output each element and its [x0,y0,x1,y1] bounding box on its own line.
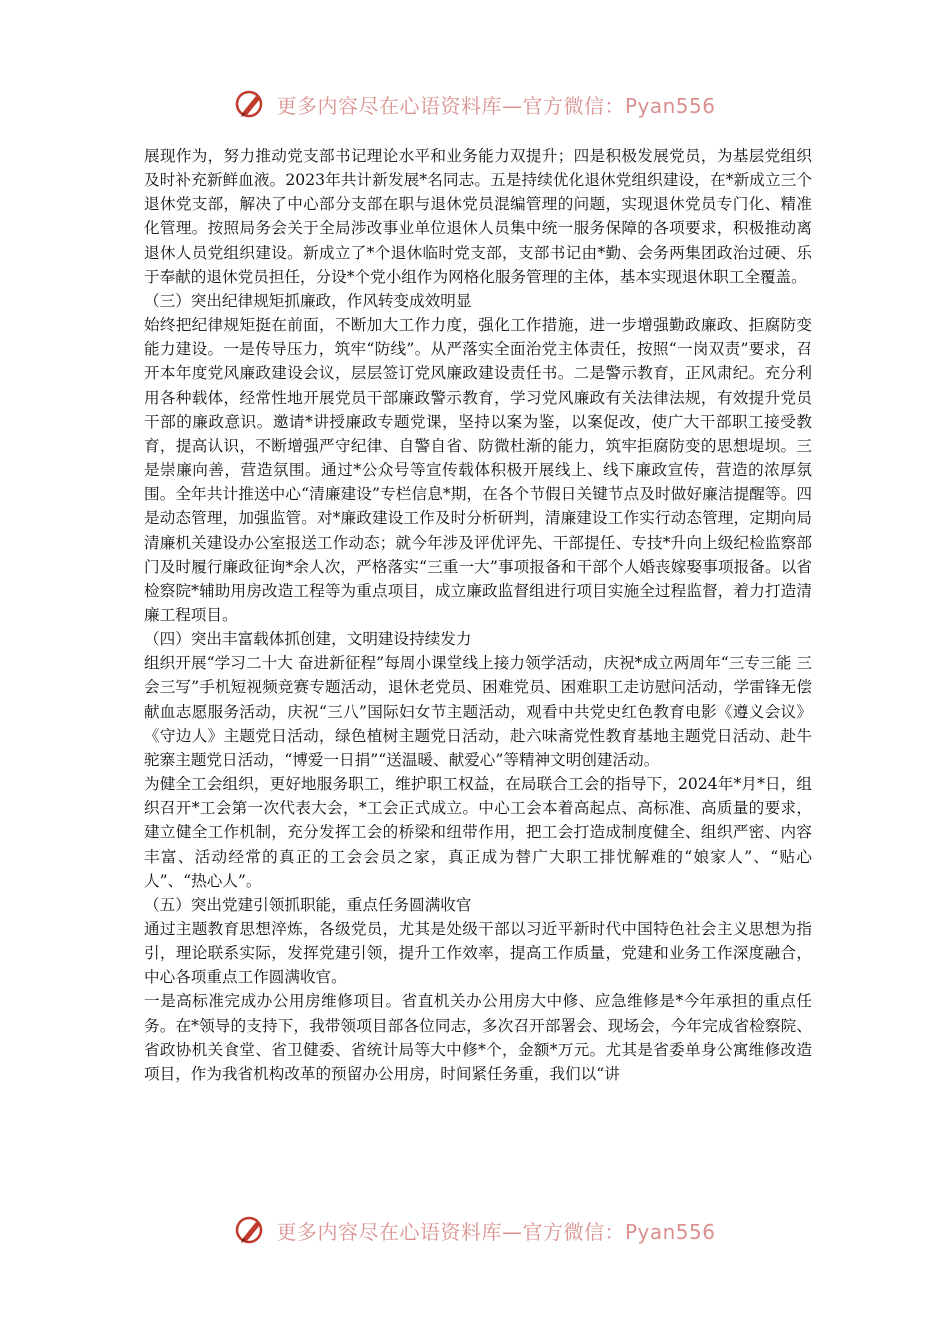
bottom-watermark [0,1212,950,1248]
paragraph-4: 为健全工会组织，更好地服务职工，维护职工权益，在局联合工会的指导下，2024年*月*日，组织召开*工会第一次代表大会，*工会正式成立。中心工会本着高起点、高标准、高质量的要求，建立健全工作机制，充分发挥工会的桥梁和纽带作用，把工会打造成制度健全、组织严密、内容丰富、活动经常的真正的工会会员之家，真正成为替广大职工排忧解难的“娘家人”、“贴心人”、“热心人”。 [144,775,812,890]
paragraph-5: 通过主题教育思想淬炼，各级党员，尤其是处级干部以习近平新时代中国特色社会主义思想为指引，理论联系实际，发挥党建引领，提升工作效率，提高工作质量，党建和业务工作深度融合，中心各项重点工作圆满收官。 [144,920,812,987]
paragraph-3: 组织开展“学习二十大 奋进新征程”每周小课堂线上接力领学活动，庆祝*成立两周年“三专三能 三会三写”手机短视频竞赛专题活动，退休老党员、困难党员、困难职工走访慰问活动，学雷锋无偿献血志愿服务活动，庆祝“三八”国际妇女节主题活动，观看中共党史红色教育电影《遵义会议》《守边人》主题党日活动，绿色植树主题党日活动，赴六味斋党性教育基地主题党日活动、赴牛驼寨主题党日活动，“博爱一日捐”“送温暖、献爱心”等精神文明创建活动。 [144,654,812,769]
top-watermark-text: 更多内容尽在心语资料库—官方微信：Pyan556 [276,93,716,118]
paragraph-1: 展现作为，努力推动党支部书记理论水平和业务能力双提升；四是积极发展党员，为基层党组织及时补充新鲜血液。2023年共计新发展*名同志。五是持续优化退休党组织建设，在*新成立三个退休党支部，解决了中心部分支部在职与退休党员混编管理的问题，实现退休党员专门化、精准化管理。按照局务会关于全局涉改事业单位退休人员集中统一服务保障的各项要求，积极推动离退休人员党组织建设。新成立了*个退休临时党支部，支部书记由*勤、会务两集团政治过硬、乐于奉献的退休党员担任，分设*个党小组作为网格化服务管理的主体，基本实现退休职工全覆盖。 [144,147,812,286]
section-heading-4: （四）突出丰富载体抓创建，文明建设持续发力 [144,630,472,649]
bottom-watermark-text: 更多内容尽在心语资料库—官方微信：Pyan556 [276,1219,716,1244]
document-body [144,144,812,1086]
pen-logo-icon [234,1213,268,1247]
pen-logo-icon [234,87,268,121]
paragraph-6: 一是高标准完成办公用房维修项目。省直机关办公用房大中修、应急维修是*今年承担的重点任务。在*领导的支持下，我带领项目部各位同志，多次召开部署会、现场会，今年完成省检察院、省政协机关食堂、省卫健委、省统计局等大中修*个，金额*万元。尤其是省委单身公寓维修改造项目，作为我省机构改革的预留办公用房，时间紧任务重，我们以“讲 [144,992,812,1083]
section-heading-3: （三）突出纪律规矩抓廉政，作风转变成效明显 [144,291,472,310]
section-heading-5: （五）突出党建引领抓职能，重点任务圆满收官 [144,895,472,914]
paragraph-2: 始终把纪律规矩挺在前面，不断加大工作力度，强化工作措施，进一步增强勤政廉政、拒腐防变能力建设。一是传导压力，筑牢“防线”。从严落实全面治党主体责任，按照“一岗双责”要求，召开本年度党风廉政建设会议，层层签订党风廉政建设责任书。二是警示教育，正风肃纪。充分利用各种载体，经常性地开展党员干部廉政警示教育，学习党风廉政有关法律法规，有效提升党员干部的廉政意识。邀请*讲授廉政专题党课，坚持以案为鉴，以案促改，使广大干部职工接受教育，提高认识，不断增强严守纪律、自警自省、防微杜渐的能力，筑牢拒腐防变的思想堤坝。三是崇廉向善，营造氛围。通过*公众号等宣传载体积极开展线上、线下廉政宣传，营造的浓厚氛围。全年共计推送中心“清廉建设”专栏信息*期，在各个节假日关键节点及时做好廉洁提醒等。四是动态管理，加强监管。对*廉政建设工作及时分析研判，清廉建设工作实行动态管理，定期向局清廉机关建设办公室报送工作动态；就今年涉及评优评先、干部提任、专技*升向上级纪检监察部门及时履行廉政征询*余人次，严格落实“三重一大”事项报备和干部个人婚丧嫁娶事项报备。以省检察院*辅助用房改造工程等为重点项目，成立廉政监督组进行项目实施全过程监督，着力打造清廉工程项目。 [144,316,812,624]
top-watermark [0,86,950,122]
